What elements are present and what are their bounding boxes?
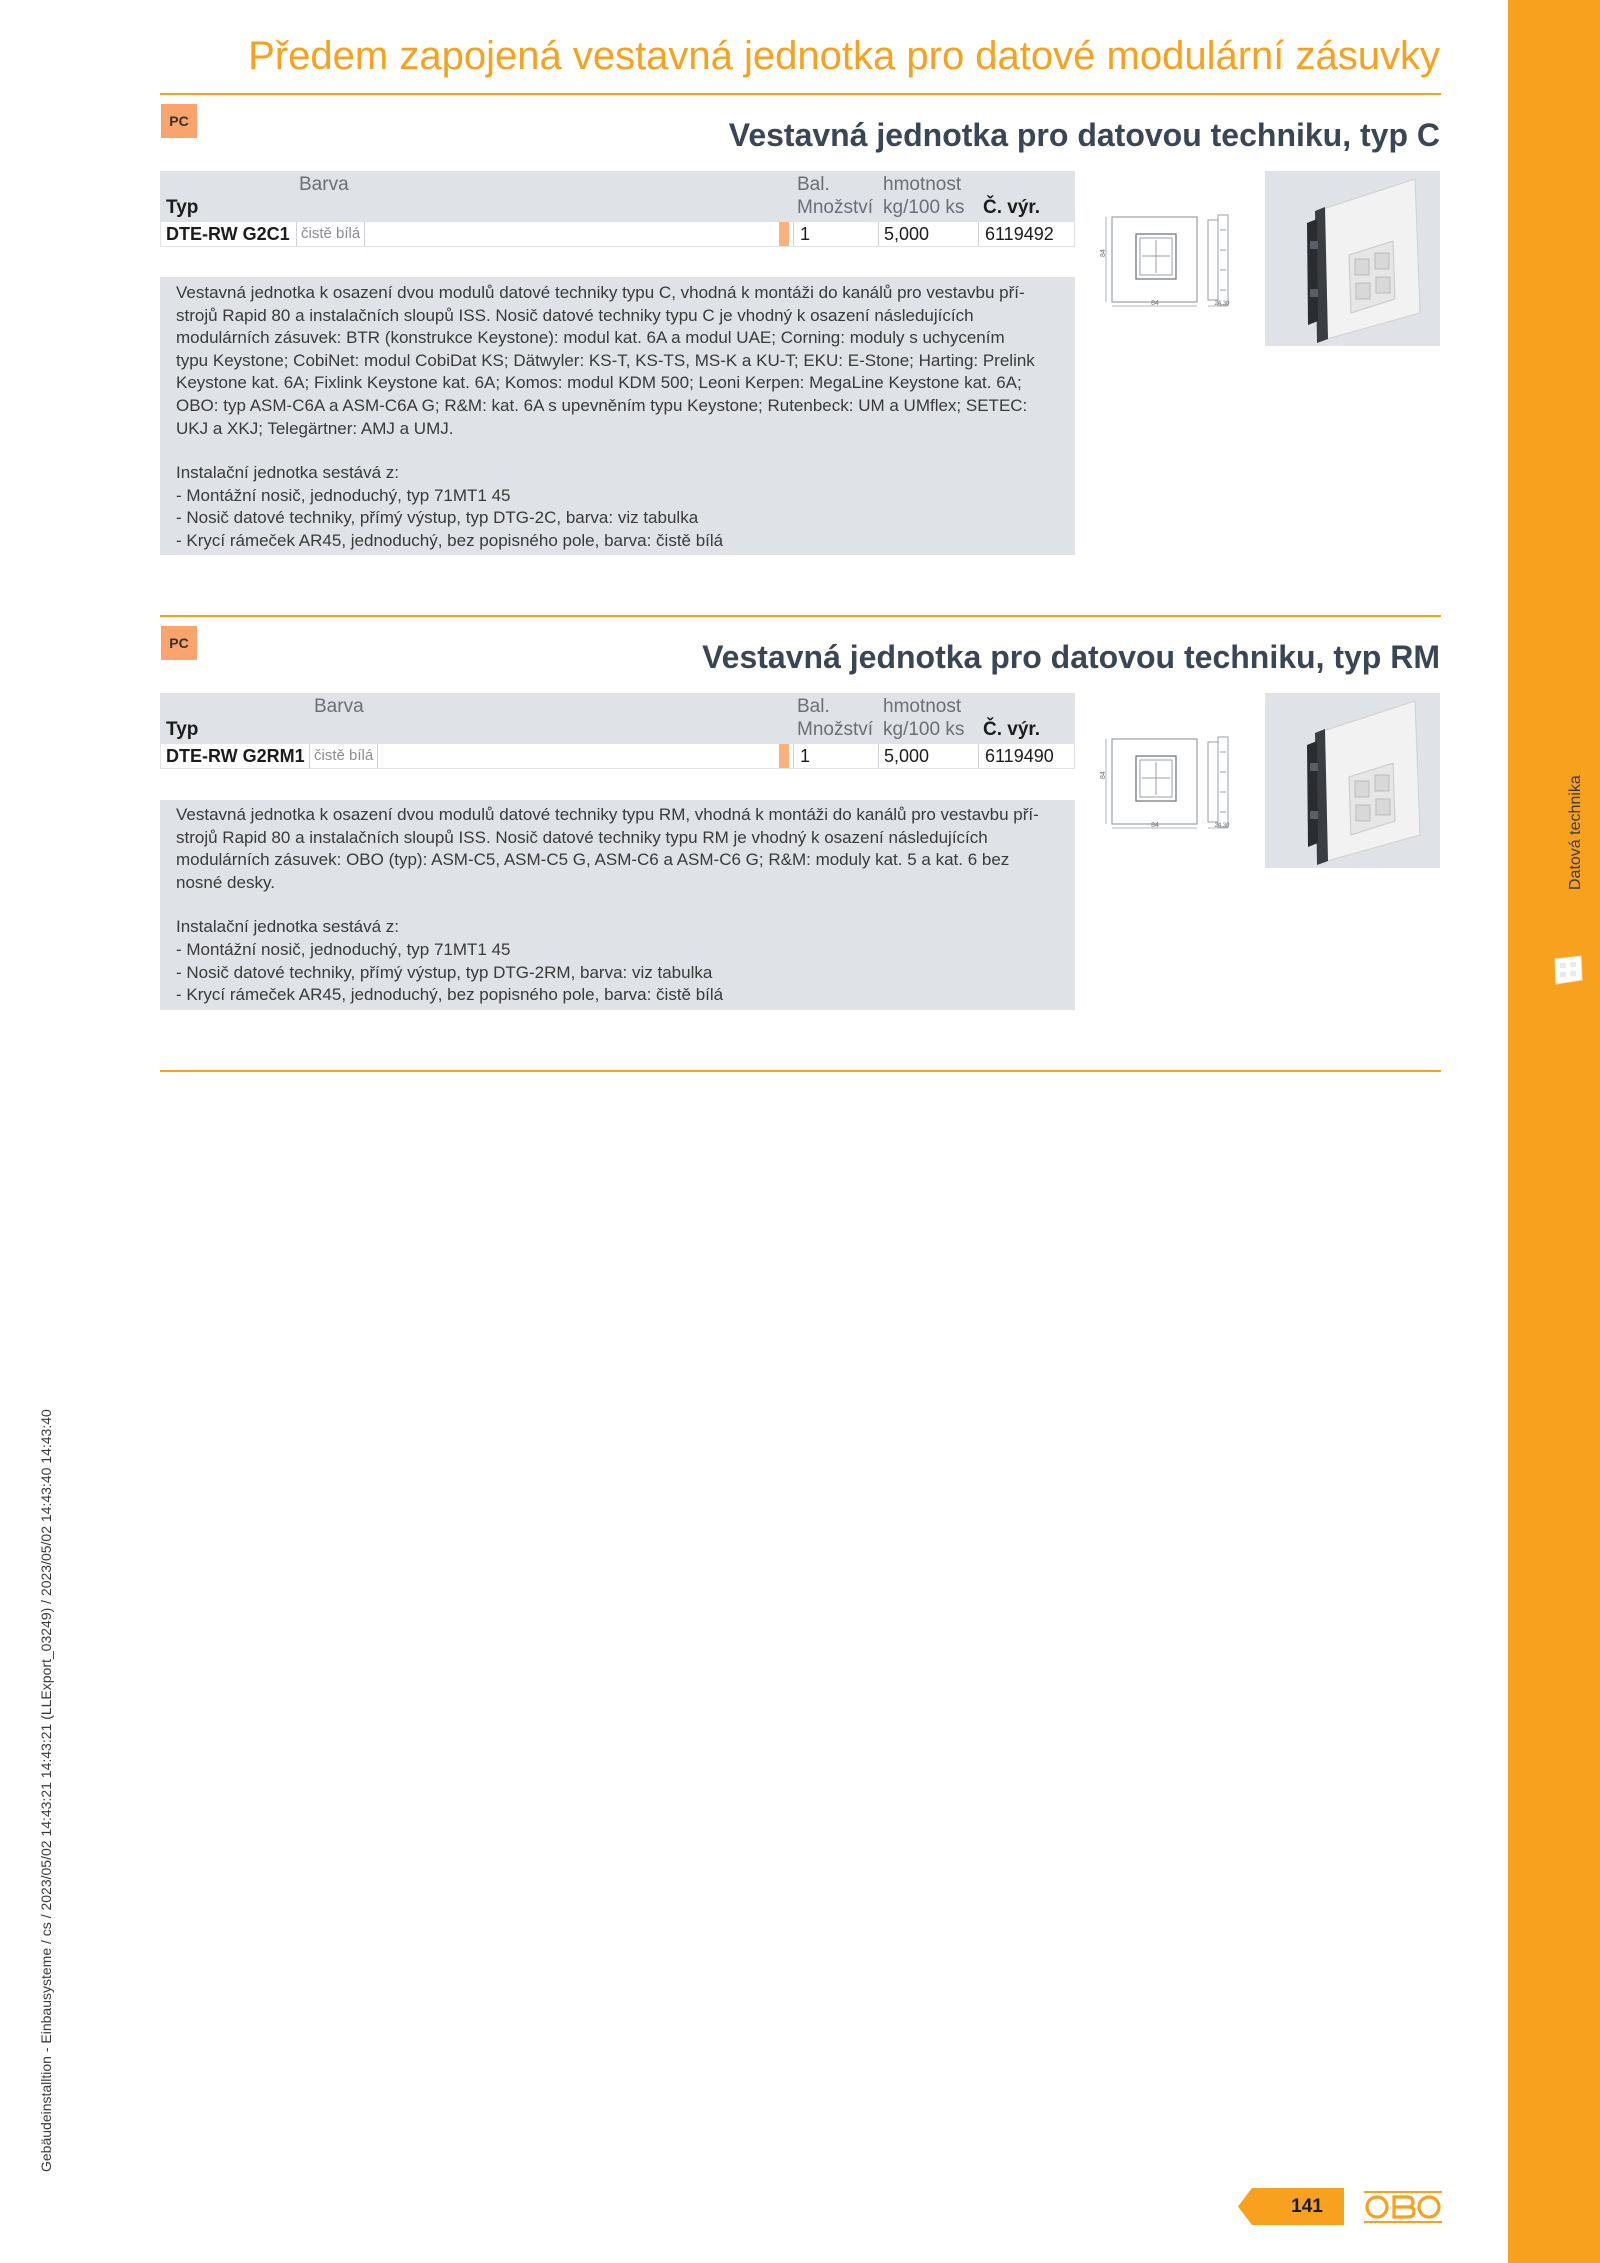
product-photo xyxy=(1265,693,1440,868)
composition-line: - Nosič datové techniky, přímý výstup, typ DTG-2RM, barva: viz tabulka xyxy=(176,962,713,982)
page-title: Předem zapojená vestavná jednotka pro datové modulární zásuvky xyxy=(248,34,1440,78)
header-article: Č. výr. xyxy=(983,719,1041,740)
description-line: modulárních zásuvek: OBO (typ): ASM-C5, ASM-C5 G, ASM-C6 a ASM-C6 G; R&M: moduly kat. 5 a kat. 6 bez xyxy=(176,850,1010,870)
product-photo xyxy=(1265,171,1440,346)
dimension-depth: 24.30 xyxy=(1214,823,1230,829)
table-header xyxy=(160,171,1075,222)
side-tab xyxy=(1508,0,1600,2263)
description-line: UKJ a XKJ; Telegärtner: AMJ a UMJ. xyxy=(176,418,454,438)
orange-marker xyxy=(779,744,789,768)
cell-color: čistě bílá xyxy=(296,222,365,246)
technical-drawing xyxy=(1100,205,1240,315)
header-type: Typ xyxy=(166,197,199,218)
header-type: Typ xyxy=(166,719,199,740)
section-title: Vestavná jednotka pro datovou techniku, typ RM xyxy=(702,639,1440,675)
table-row xyxy=(160,221,1075,247)
header-color: Barva xyxy=(314,696,364,717)
composition-line: - Krycí rámeček AR45, jednoduchý, bez popisného pole, barva: čistě bílá xyxy=(176,530,724,550)
pc-badge: PC xyxy=(161,104,197,138)
header-pack: Bal. xyxy=(797,174,830,195)
description-box xyxy=(160,277,1075,555)
description-line: Vestavná jednotka k osazení dvou modulů datové techniky typu C, vhodná k montáži do kanálů pro vestavbu pří- xyxy=(176,283,1025,302)
composition-line: - Nosič datové techniky, přímý výstup, typ DTG-2C, barva: viz tabulka xyxy=(176,508,699,528)
dimension-width: 84 xyxy=(1151,300,1159,307)
cell-type: DTE-RW G2RM1 xyxy=(166,746,305,766)
orange-marker xyxy=(779,222,789,246)
dimension-height: 84 xyxy=(1100,771,1107,779)
cell-pack: 1 xyxy=(800,224,811,244)
description-line: Keystone kat. 6A; Fixlink Keystone kat. 6A; Komos: modul KDM 500; Leoni Kerpen: MegaLine Keystone kat. 6A; xyxy=(176,373,1022,393)
description-line: modulárních zásuvek: BTR (konstrukce Keystone): modul kat. 6A a modul UAE; Corning: moduly s uchycením xyxy=(176,328,1005,348)
footer-metadata: Gebäudeinstalltion - Einbausysteme / cs / 2023/05/02 14:43:21 14:43:21 (LLExport_03249) / 2023/05/02 14:43:40 14:43:40 xyxy=(38,1409,54,2172)
cell-article: 6119492 xyxy=(985,224,1054,244)
header-weight: hmotnost xyxy=(883,174,962,195)
data-socket-icon xyxy=(1551,953,1585,987)
cell-pack: 1 xyxy=(800,746,811,766)
section-divider xyxy=(160,615,1441,617)
header-quantity: Množství xyxy=(797,197,874,218)
technical-drawing xyxy=(1100,727,1240,837)
page-number: 141 xyxy=(1291,2196,1323,2217)
header-article: Č. výr. xyxy=(983,197,1041,218)
header-weight-unit: kg/100 ks xyxy=(883,719,965,740)
composition-line: - Krycí rámeček AR45, jednoduchý, bez popisného pole, barva: čistě bílá xyxy=(176,985,724,1005)
section-title: Vestavná jednotka pro datovou techniku, typ C xyxy=(728,117,1440,153)
description-line: OBO: typ ASM-C6A a ASM-C6A G; R&M: kat. 6A s upevněním typu Keystone; Rutenbeck: UM a UMflex; SETEC: xyxy=(176,395,1028,415)
section-divider xyxy=(160,1070,1441,1072)
dimension-height: 84 xyxy=(1100,249,1107,257)
cell-color: čistě bílá xyxy=(309,744,378,768)
cell-type: DTE-RW G2C1 xyxy=(166,224,290,244)
description-line: nosné desky. xyxy=(176,872,275,892)
composition-line: - Montážní nosič, jednoduchý, typ 71MT1 45 xyxy=(176,485,511,505)
header-weight-unit: kg/100 ks xyxy=(883,197,965,218)
cell-weight: 5,000 xyxy=(884,224,930,244)
table-row xyxy=(160,743,1075,769)
composition-line: Instalační jednotka sestává z: xyxy=(176,463,400,483)
title-divider xyxy=(160,93,1441,95)
pc-badge: PC xyxy=(161,626,197,660)
dimension-depth: 24.30 xyxy=(1214,301,1230,307)
header-pack: Bal. xyxy=(797,696,830,717)
header-color: Barva xyxy=(299,174,349,195)
table-header xyxy=(160,693,1075,744)
description-line: strojů Rapid 80 a instalačních sloupů ISS. Nosič datové techniky typu C je vhodný k osazení následujících xyxy=(176,305,974,325)
obo-logo xyxy=(1364,2191,1442,2223)
cell-weight: 5,000 xyxy=(884,746,930,766)
composition-line: - Montážní nosič, jednoduchý, typ 71MT1 45 xyxy=(176,939,511,959)
header-quantity: Množství xyxy=(797,719,874,740)
description-line: strojů Rapid 80 a instalačních sloupů ISS. Nosič datové techniky typu RM je vhodný k osazení následujících xyxy=(176,827,988,847)
side-category-label: Datová technika xyxy=(1567,775,1584,890)
composition-line: Instalační jednotka sestává z: xyxy=(176,917,400,937)
cell-article: 6119490 xyxy=(985,746,1054,766)
description-line: Vestavná jednotka k osazení dvou modulů datové techniky typu RM, vhodná k montáži do kanálů pro vestavbu pří- xyxy=(176,805,1039,824)
description-box xyxy=(160,800,1075,1010)
description-line: typu Keystone; CobiNet: modul CobiDat KS; Dätwyler: KS-T, KS-TS, MS-K a KU-T; EKU: E-Stone; Harting: Prelink xyxy=(176,350,1035,370)
header-weight: hmotnost xyxy=(883,696,962,717)
dimension-width: 84 xyxy=(1151,822,1159,829)
